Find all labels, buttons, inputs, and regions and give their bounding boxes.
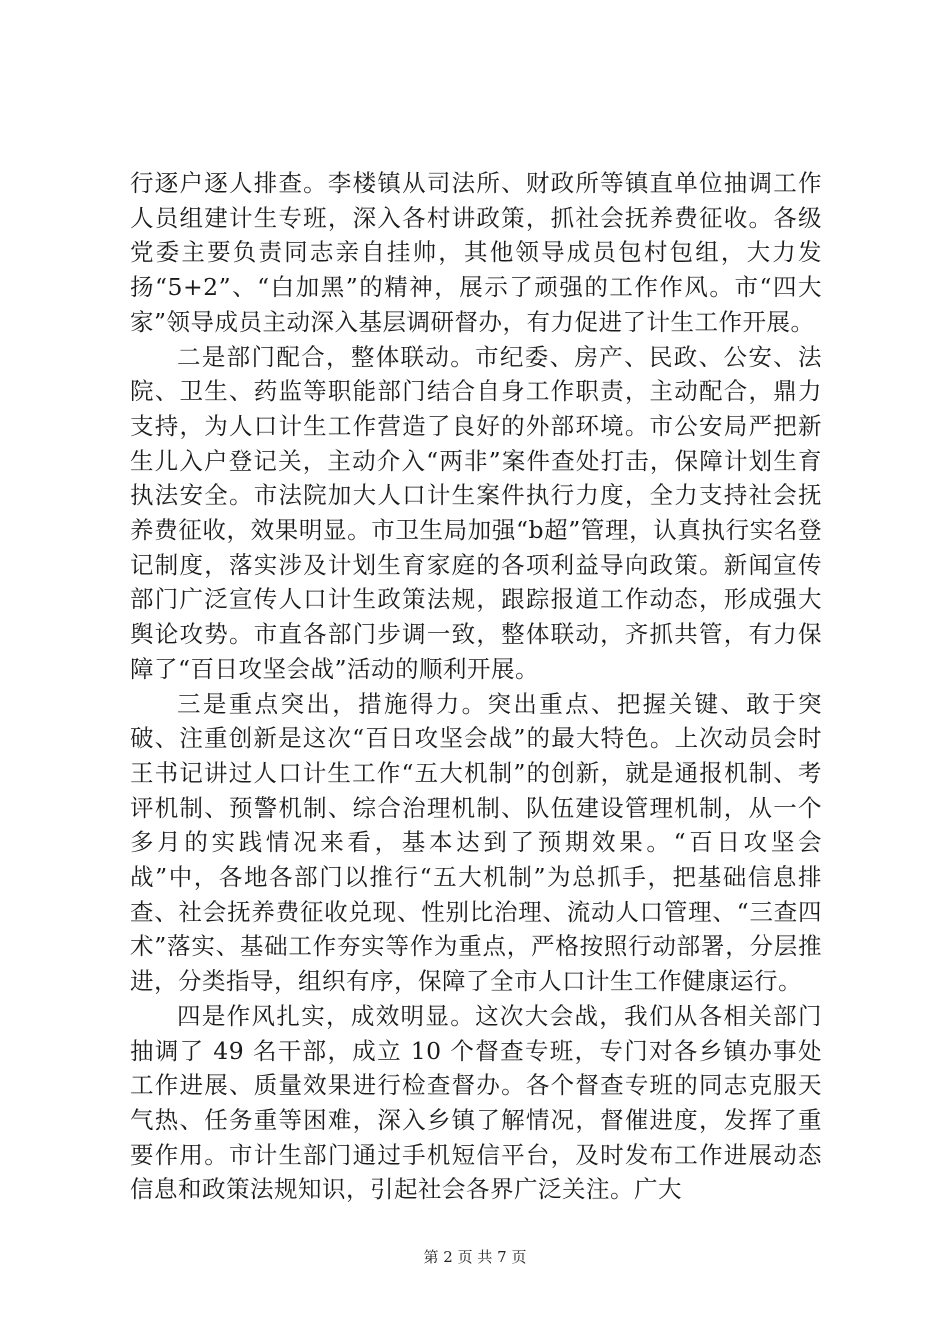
paragraph-continued: 行逐户逐人排查。李楼镇从司法所、财政所等镇直单位抽调工作人员组建计生专班，深入各村讲政策，抓社会抚养费征收。各级党委主要负责同志亲自挂帅，其他领导成员包村包组，大力发扬“5+2”、“白加黑”的精神，展示了顽强的工作作风。市“四大家”领导成员主动深入基层调研督办，有力促进了计生工作开展。 [130,169,822,336]
body-text [130,166,822,1207]
paragraph-work-style: 四是作风扎实，成效明显。这次大会战，我们从各相关部门抽调了 49 名干部，成立 10 个督查专班，专门对各乡镇办事处工作进展、质量效果进行检查督办。各个督查专班的同志克服天气热、任务重等困难，深入乡镇了解情况，督催进度，发挥了重要作用。市计生部门通过手机短信平台，及时发布工作进展动态信息和政策法规知识，引起社会各界广泛关注。广大 [130,1001,822,1204]
page-number-footer: 第 2 页 共 7 页 [423,1248,527,1266]
paragraph-key-points: 三是重点突出，措施得力。突出重点、把握关键、敢于突破、注重创新是这次“百日攻坚会战”的最大特色。上次动员会时王书记讲过人口计生工作“五大机制”的创新，就是通报机制、考评机制、预警机制、综合治理机制、队伍建设管理机制，从一个多月的实践情况来看，基本达到了预期效果。“百日攻坚会战”中，各地各部门以推行“五大机制”为总抓手，把基础信息排查、社会抚养费征收兑现、性别比治理、流动人口管理、“三查四术”落实、基础工作夯实等作为重点，严格按照行动部署，分层推进，分类指导，组织有序，保障了全市人口计生工作健康运行。 [130,689,822,996]
paragraph-department-cooperation: 二是部门配合，整体联动。市纪委、房产、民政、公安、法院、卫生、药监等职能部门结合自身工作职责，主动配合，鼎力支持，为人口计生工作营造了良好的外部环境。市公安局严把新生儿入户登记关，主动介入“两非”案件查处打击，保障计划生育执法安全。市法院加大人口计生案件执行力度，全力支持社会抚养费征收，效果明显。市卫生局加强“b超”管理，认真执行实名登记制度，落实涉及计划生育家庭的各项利益导向政策。新闻宣传部门广泛宣传人口计生政策法规，跟踪报道工作动态，形成强大舆论攻势。市直各部门步调一致，整体联动，齐抓共管，有力保障了“百日攻坚会战”活动的顺利开展。 [130,342,822,683]
